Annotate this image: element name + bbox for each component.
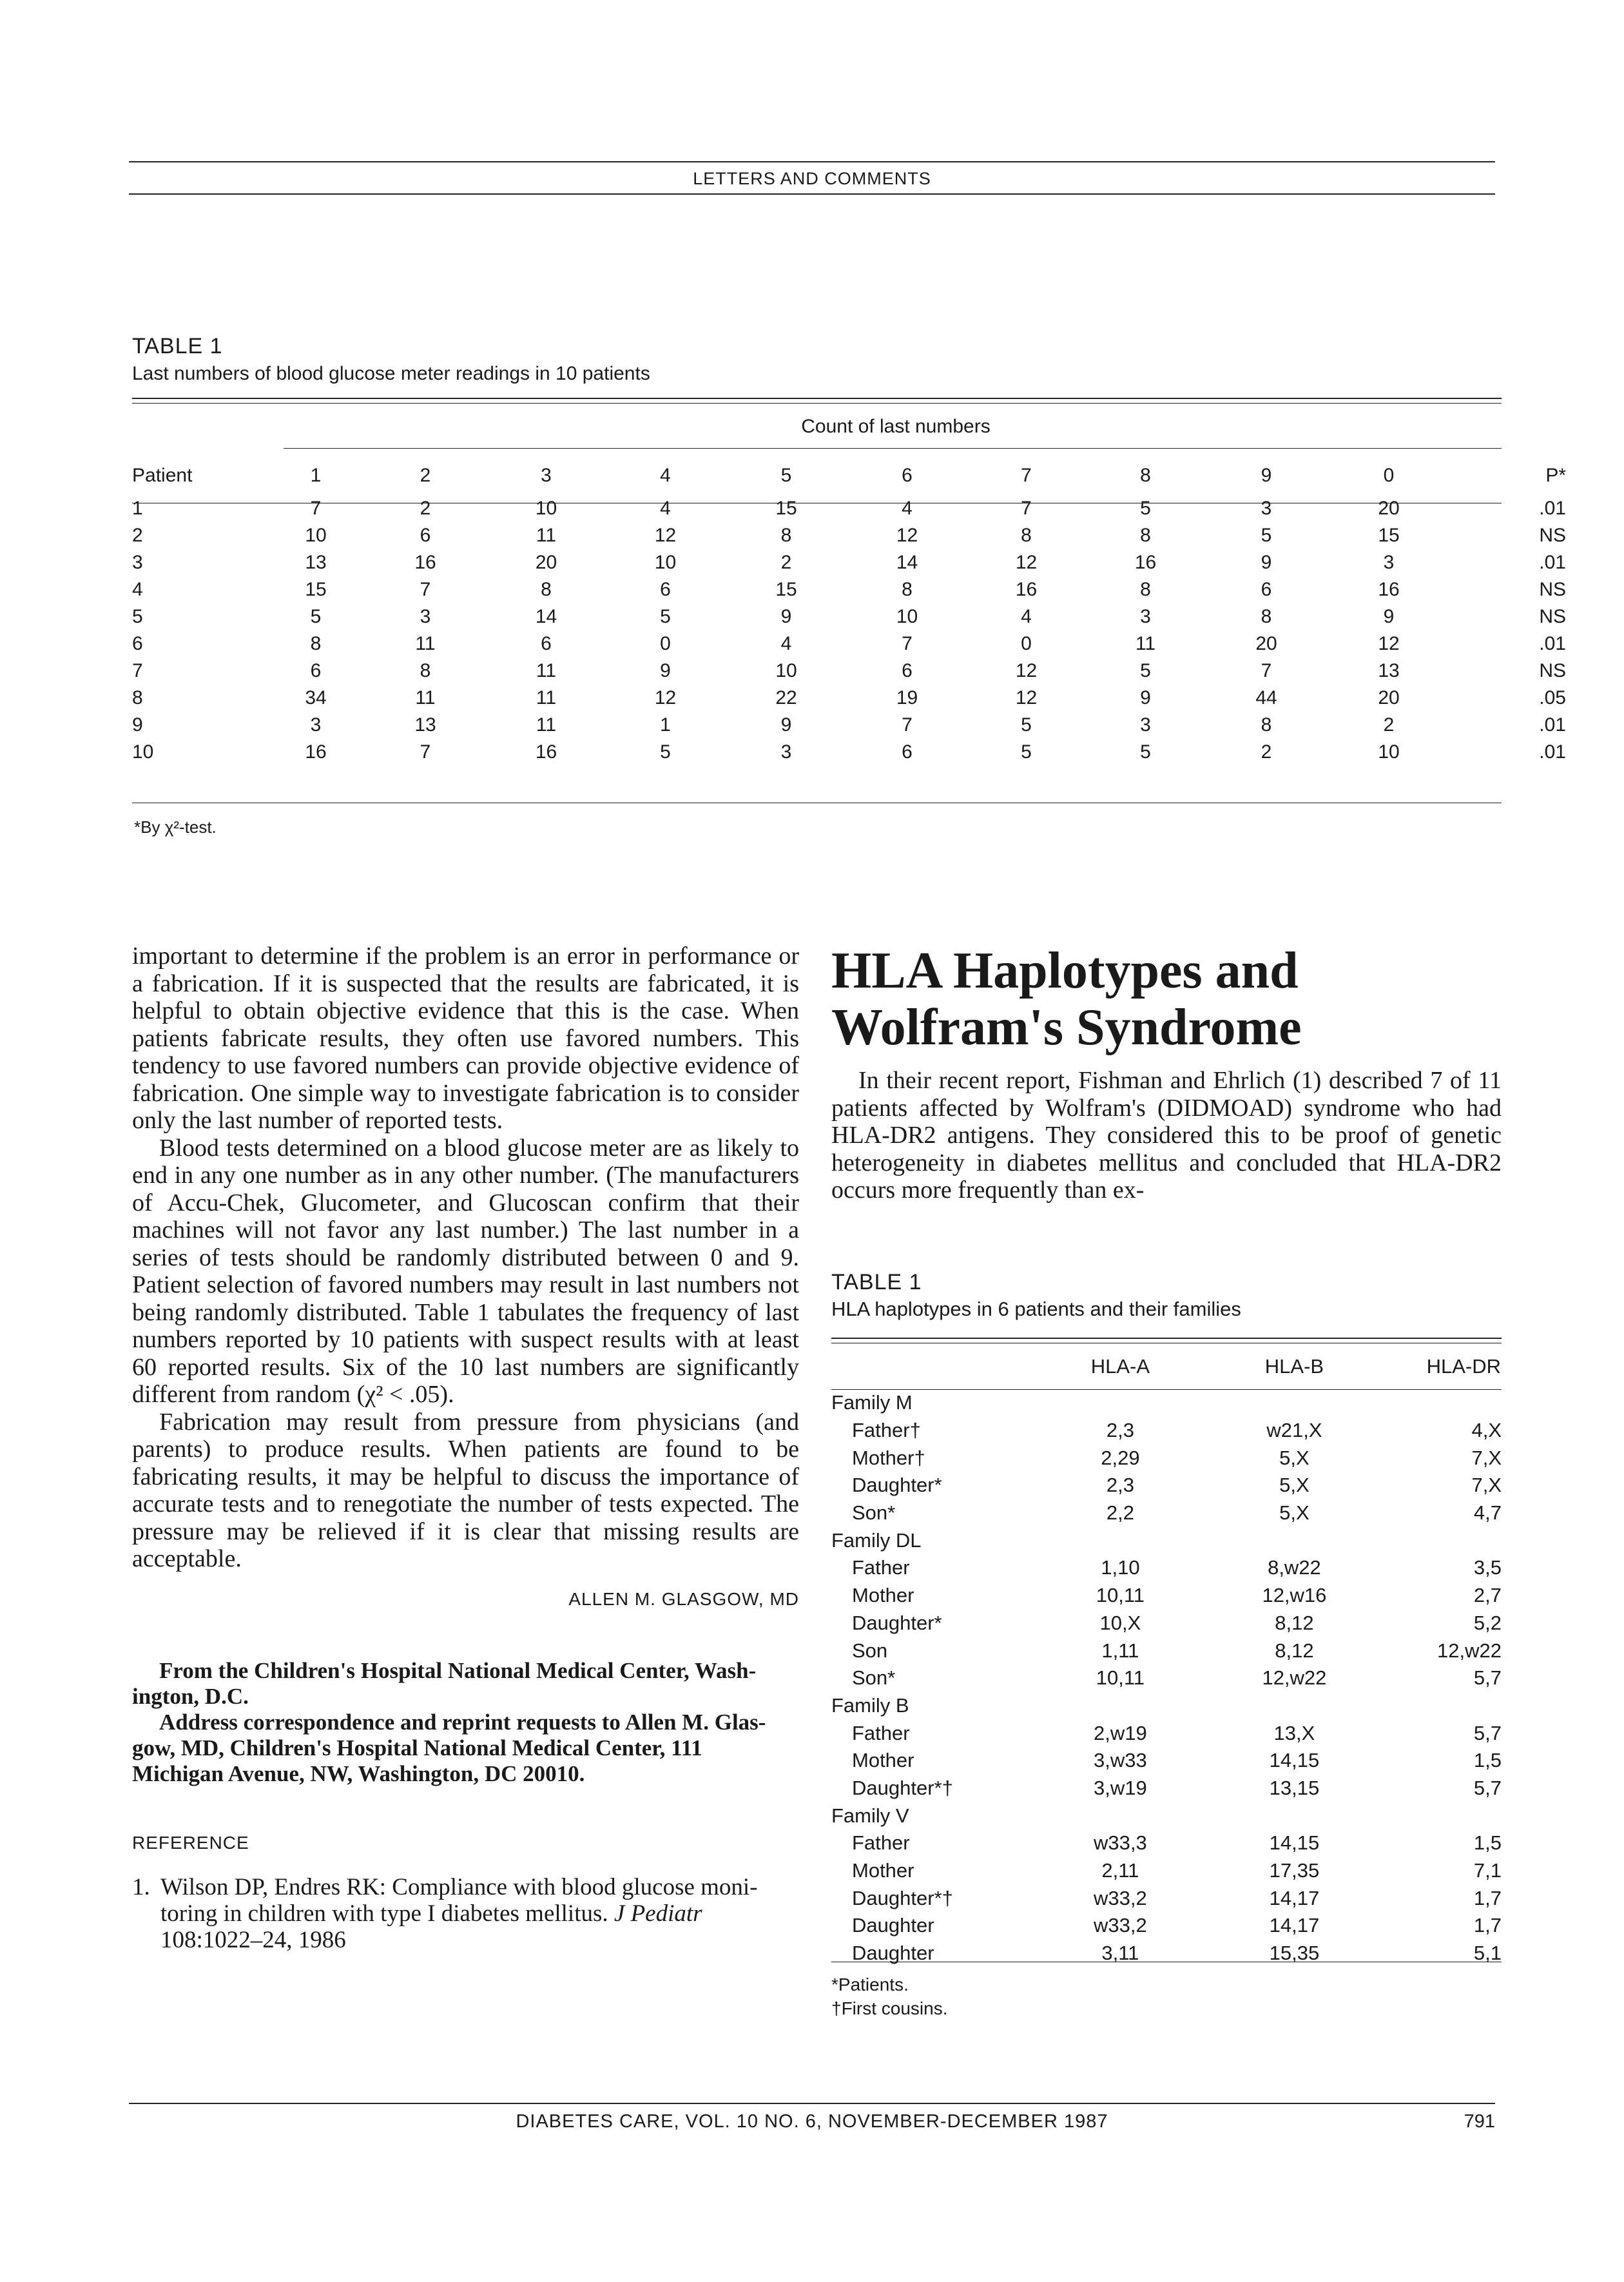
table1-cell: 15 (1378, 525, 1400, 546)
table2 (831, 1344, 1502, 1967)
table1-cell: .01 (1539, 498, 1566, 519)
table1-header-cell: 3 (541, 465, 552, 486)
table2-group-row (831, 1389, 1502, 1417)
table2-row (831, 1775, 1502, 1802)
table1-cell: 3 (1140, 714, 1151, 736)
table2-cell: w33,3 (1094, 1831, 1147, 1855)
table1-cell: 10 (1378, 741, 1400, 763)
table1-cell: 10 (132, 741, 154, 763)
table1-cell: 7 (902, 633, 913, 654)
letter-column (132, 942, 799, 1953)
table1-cell: 11 (536, 687, 557, 708)
letter-affiliation: From the Children's Hospital National Medical Center, Washington, D.C. (132, 1658, 757, 1709)
journal-citation: DIABETES CARE, VOL. 10 NO. 6, NOVEMBER-DECEMBER 1987 (516, 2111, 1108, 2132)
table1-cell: 15 (775, 498, 797, 519)
table2-row-label: Family V (831, 1804, 909, 1827)
table2-row-label: Daughter (852, 1914, 934, 1937)
table1-cell: 16 (1134, 552, 1157, 573)
table2-row (831, 1664, 1502, 1692)
table2-cell: 2,3 (1106, 1474, 1134, 1497)
table1-caption: Last numbers of blood glucose meter readings in 10 patients (132, 363, 650, 384)
table2-cell: 14,15 (1269, 1749, 1320, 1772)
reference-volume: 108:1022–24, 1986 (160, 1926, 346, 1953)
table2-cell: 13,X (1273, 1721, 1315, 1744)
letter-paragraph: Fabrication may result from pressure from physicians (and parents) to produce results. When patients are found to be fabricating results, it may be helpful to discuss the importance of accurate tests and to renegotiate the number of tests expected. The pressure may be relieved if it is clear that missing results are acceptable. (132, 1408, 799, 1572)
table2-cell: 5,X (1279, 1501, 1310, 1525)
table2-row (831, 1499, 1502, 1527)
table2-cell (1039, 1692, 1201, 1720)
table1-cell: 1 (132, 498, 143, 519)
reference-citation: Wilson DP, Endres RK: Compliance with blood glucose monitoring in children with type I diabetes mellitus. (160, 1873, 758, 1927)
table1-cell: 6 (1261, 579, 1272, 600)
table1-cell: 4 (780, 633, 792, 654)
table2-cell: 4,7 (1473, 1501, 1502, 1525)
table2-cell: 1,7 (1473, 1886, 1502, 1909)
table1-cell: 20 (1255, 633, 1277, 654)
table2-cell: 8,12 (1275, 1611, 1314, 1634)
table1-footnote: *By χ²-test. (134, 817, 217, 837)
table1-header-cell: 0 (1383, 465, 1395, 486)
table2-cell: 3,w19 (1094, 1776, 1147, 1799)
article-paragraph: In their recent report, Fishman and Ehrlich (1) described 7 of 11 patients affected by Wolfram's (DIDMOAD) syndrome who had HLA-DR2 antigens. They considered this to be proof of genetic heterogeneity in diabetes mellitus and concluded that HLA-DR2 occurs more frequently than ex- (831, 1067, 1502, 1204)
table1-cell: 8 (1261, 606, 1272, 627)
table1-cell: 4 (132, 579, 143, 600)
table1-cell: 12 (1378, 633, 1400, 654)
table1-cell: 16 (535, 741, 557, 763)
table2-cell: 1,10 (1101, 1556, 1140, 1579)
table2-cell: 5,7 (1473, 1666, 1502, 1690)
table1-cell: 6 (132, 633, 143, 654)
table1-cell: 8 (780, 525, 792, 546)
table2-header-row (831, 1344, 1502, 1389)
table2-cell: 14,17 (1269, 1886, 1320, 1909)
table2-group-row (831, 1802, 1502, 1829)
table1-cell: 2 (780, 552, 792, 573)
table1-cell: 6 (902, 660, 913, 681)
reference-item (132, 1874, 799, 1953)
table2-row (831, 1912, 1502, 1940)
table2-caption: HLA haplotypes in 6 patients and their families (831, 1298, 1241, 1320)
letter-paragraph: important to determine if the problem is an error in performance or a fabrication. If it is suspected that the results are fabricated, it is helpful to obtain objective evidence that this is the case. When patients fabricate results, they often use favored numbers. This tendency to use favored numbers can provide objective evidence of fabrication. One simple way to investigate fabrication is to consider only the last number of reported tests. (132, 942, 799, 1134)
table2-cell (1039, 1802, 1201, 1829)
table1-cell: 5 (1021, 714, 1032, 736)
table1-row (132, 658, 1566, 685)
table1-header-cell: 1 (310, 465, 322, 486)
table1-cell: 12 (654, 525, 677, 546)
table1-cell: 2 (420, 498, 431, 519)
table1-cell: 5 (1021, 741, 1032, 763)
table1-cell: 7 (1021, 498, 1032, 519)
table2-row-label: Family DL (831, 1528, 922, 1552)
table1-cell: 2 (1261, 741, 1272, 763)
table1-cell: 16 (1378, 579, 1400, 600)
table1-cell: 11 (536, 660, 557, 681)
table1-cell: 5 (660, 741, 671, 763)
table1-cell: .01 (1539, 741, 1566, 763)
table1-cell: 7 (902, 714, 913, 736)
table1-cell: 19 (896, 687, 918, 708)
table1-cell: 9 (1383, 606, 1395, 627)
table2-cell (1201, 1692, 1387, 1720)
table1-header-cell: 6 (902, 465, 913, 486)
table2-row-label: Daughter*† (852, 1886, 953, 1909)
table2-group-row (831, 1526, 1502, 1554)
header-rule-bottom (129, 193, 1495, 195)
table2-row (831, 1610, 1502, 1637)
table1-cell: 6 (902, 741, 913, 763)
table2-cell: 12,w22 (1437, 1639, 1502, 1662)
table1-cell: 8 (1261, 714, 1272, 736)
table2-header-cell: HLA-A (1090, 1355, 1150, 1378)
table1-header-cell: 8 (1140, 465, 1151, 486)
table2-row (831, 1554, 1502, 1582)
table1-cell: NS (1539, 660, 1566, 681)
table2-cell: 1,7 (1473, 1914, 1502, 1937)
article-title-line: Wolfram's Syndrome (831, 999, 1302, 1056)
table2-footnote-cousins: †First cousins. (831, 1998, 948, 2018)
table2-row-label: Daughter* (852, 1474, 942, 1497)
table1-row (132, 549, 1566, 576)
table2-row-label: Father† (852, 1419, 921, 1442)
table1-cell: 8 (1140, 525, 1151, 546)
table2-cell: 2,3 (1106, 1419, 1134, 1442)
table1-cell: 12 (1015, 660, 1038, 681)
table2-cell (1387, 1802, 1502, 1829)
table2-label: TABLE 1 (831, 1270, 922, 1294)
table2-row (831, 1940, 1502, 1967)
table1-cell: 4 (1021, 606, 1032, 627)
table2-cell (1387, 1526, 1502, 1554)
table2-cell: 8,12 (1275, 1639, 1314, 1662)
table2-row-label: Daughter (852, 1942, 934, 1965)
table1-cell: 3 (1383, 552, 1395, 573)
table1-cell: 3 (420, 606, 431, 627)
table2-row (831, 1829, 1502, 1857)
table1-header-cell: 7 (1021, 465, 1032, 486)
page-number: 791 (1464, 2111, 1495, 2132)
table1-cell: NS (1539, 579, 1566, 600)
table2-cell: 5,7 (1473, 1776, 1502, 1799)
table2-cell: 2,29 (1101, 1446, 1140, 1469)
table1-row (132, 603, 1566, 630)
table2-row-label: Mother† (852, 1446, 925, 1469)
table1-cell: 7 (310, 498, 322, 519)
table1-cell: 14 (535, 606, 557, 627)
table1-rule-top2 (132, 403, 1502, 404)
table1-cell: .01 (1539, 633, 1566, 654)
table1-cell: 7 (132, 660, 143, 681)
table2-row-label: Mother (852, 1584, 914, 1607)
table1-cell: 3 (132, 552, 143, 573)
table2-cell: 1,11 (1101, 1639, 1139, 1662)
table1-cell: 15 (305, 579, 327, 600)
table1-row (132, 712, 1566, 739)
table1-cell: 20 (1378, 687, 1400, 708)
table1-cell: 3 (1140, 606, 1151, 627)
table2-cell: 1,5 (1473, 1831, 1502, 1855)
table1-cell: 6 (420, 525, 431, 546)
table1-cell: 12 (896, 525, 918, 546)
table1-cell: 8 (132, 687, 143, 708)
table2-cell (1039, 1389, 1201, 1417)
table1-cell: 8 (1140, 579, 1151, 600)
table2-row (831, 1857, 1502, 1885)
table2-row (831, 1884, 1502, 1912)
header-rule-top (129, 161, 1495, 162)
table1-cell: 3 (780, 741, 792, 763)
table1-cell: 9 (1261, 552, 1272, 573)
table2-cell: 10,11 (1096, 1584, 1145, 1607)
table1-header-cell: 2 (420, 465, 431, 486)
footer-rule (129, 2103, 1495, 2104)
table2-row (831, 1582, 1502, 1610)
table2-row-label: Mother (852, 1749, 914, 1772)
table2-cell: 15,35 (1269, 1942, 1320, 1965)
table1-cell: 10 (896, 606, 918, 627)
article-title (831, 942, 1502, 1056)
table2-row-label: Father (852, 1721, 910, 1744)
table2-cell: 14,17 (1269, 1914, 1320, 1937)
table1-cell: 12 (654, 687, 677, 708)
table2-row-label: Family B (831, 1693, 909, 1717)
table1-cell: 13 (305, 552, 327, 573)
table2-cell: 5,X (1279, 1474, 1310, 1497)
table2-cell: w21,X (1266, 1419, 1322, 1442)
table1-cell: .01 (1539, 552, 1566, 573)
table1-header-cell: 4 (660, 465, 671, 486)
table2-cell: 17,35 (1269, 1859, 1320, 1882)
table1-cell: 8 (902, 579, 913, 600)
table2-row-label: Daughter*† (852, 1776, 953, 1799)
table1-cell: 5 (660, 606, 671, 627)
table1-header-cell: Patient (132, 465, 193, 486)
table1-cell: 8 (541, 579, 552, 600)
table1-cell: 2 (132, 525, 143, 546)
table1-header-cell: 9 (1261, 465, 1272, 486)
table1-cell: 13 (414, 714, 436, 736)
table1-cell: 20 (535, 552, 557, 573)
table1-cell: 4 (660, 498, 671, 519)
table1-cell: 10 (305, 525, 327, 546)
table1-label: TABLE 1 (132, 334, 223, 358)
table1-cell: 3 (310, 714, 322, 736)
article-title-line: HLA Haplotypes and (831, 942, 1299, 999)
letter-address: Address correspondence and reprint requests to Allen M. Glasgow, MD, Children's Hospital National Medical Center, 111 Michigan Avenue, NW, Washington, DC 20010. (132, 1710, 766, 1786)
table1-cell: NS (1539, 525, 1566, 546)
table2-header-cell (831, 1344, 1039, 1389)
table1-cell: 5 (1140, 660, 1151, 681)
table2-row (831, 1444, 1502, 1472)
table1-cell: 6 (541, 633, 552, 654)
table1-cell: 5 (1261, 525, 1272, 546)
table1-cell: 9 (1140, 687, 1151, 708)
table1-cell: 12 (1015, 687, 1038, 708)
table2-row-label: Father (852, 1556, 910, 1579)
table1-cell: 10 (654, 552, 677, 573)
table1-cell: 12 (1015, 552, 1038, 573)
table1-cell: 11 (1135, 633, 1156, 654)
table2-cell: 8,w22 (1268, 1556, 1321, 1579)
table1-cell: 16 (1015, 579, 1038, 600)
table2-row-label: Mother (852, 1859, 914, 1882)
table2-cell: 2,7 (1473, 1584, 1502, 1607)
table1-cell: 5 (1140, 498, 1151, 519)
table1-cell: 0 (1021, 633, 1032, 654)
letter-paragraph: Blood tests determined on a blood glucose meter are as likely to end in any one number as in any other number. (The manufacturers of Accu-Chek, Glucometer, and Glucoscan confirm that their machines will not favor any last number.) The last number in a series of tests should be randomly distributed between 0 and 9. Patient selection of favored numbers may result in last numbers not being randomly distributed. Table 1 tabulates the frequency of last numbers reported by 10 patients with suspect results with at least 60 reported results. Six of the 10 last numbers are significantly different from random (χ² < .05). (132, 1134, 799, 1408)
table2-cell (1201, 1802, 1387, 1829)
table1-cell: 11 (415, 633, 436, 654)
table2-header-cell: HLA-B (1264, 1355, 1324, 1378)
table1-cell: 5 (132, 606, 143, 627)
table2-header-cell: HLA-DR (1426, 1355, 1501, 1378)
table1-cell: NS (1539, 606, 1566, 627)
table2-cell: 14,15 (1269, 1831, 1320, 1855)
table1-row (132, 630, 1566, 658)
table2-cell: 2,w19 (1094, 1721, 1147, 1744)
table2-cell: 1,5 (1473, 1749, 1502, 1772)
table1-row (132, 739, 1566, 766)
table2-cell: 12,w22 (1262, 1666, 1327, 1690)
table1-cell: 16 (414, 552, 436, 573)
table2-cell: 7,1 (1473, 1859, 1502, 1882)
table1-header-cell: P* (1545, 465, 1566, 486)
reference-text (160, 1874, 799, 1953)
reference-journal: J Pediatr (614, 1900, 702, 1927)
table1-cell: 4 (902, 498, 913, 519)
table2-cell (1201, 1526, 1387, 1554)
table2-cell: 5,7 (1473, 1721, 1502, 1744)
table2-cell: 7,X (1471, 1474, 1502, 1497)
table1-cell: 6 (310, 660, 322, 681)
table1-cell: 34 (305, 687, 327, 708)
table1-cell: 11 (536, 525, 557, 546)
table1-cell: 0 (660, 633, 671, 654)
table1-cell: 9 (780, 606, 792, 627)
table1-cell: 10 (775, 660, 797, 681)
table2-row-label: Son* (852, 1666, 896, 1690)
table1-cell: 11 (536, 714, 557, 736)
table1-cell: 22 (775, 687, 797, 708)
table2-cell: 2,2 (1106, 1501, 1134, 1525)
table1-cell: .01 (1539, 714, 1566, 736)
table1-cell: 13 (1378, 660, 1400, 681)
table1-cell: 6 (660, 579, 671, 600)
table1-cell: 9 (660, 660, 671, 681)
table2-cell: 10,X (1099, 1611, 1141, 1634)
table2-cell (1039, 1526, 1201, 1554)
table1-row (132, 685, 1566, 712)
table2-row (831, 1472, 1502, 1499)
article-column (831, 1067, 1502, 1204)
table2-row (831, 1417, 1502, 1445)
table2-cell: 5,1 (1473, 1942, 1502, 1965)
table1-spanner-rule (284, 448, 1502, 449)
table1-header-row (132, 456, 1566, 495)
table1-row (132, 576, 1566, 603)
table2-header-rule (831, 1389, 1502, 1390)
table2-cell: 3,5 (1473, 1556, 1502, 1579)
table1-cell: 8 (1021, 525, 1032, 546)
table1-cell: 10 (535, 498, 557, 519)
table2-cell: 7,X (1471, 1446, 1502, 1469)
table1-spanner: Count of last numbers (801, 416, 991, 437)
running-head: LETTERS AND COMMENTS (693, 169, 931, 188)
table2-row-label: Family M (831, 1391, 913, 1414)
table1-row (132, 495, 1566, 522)
table2-cell: 2,11 (1101, 1859, 1139, 1882)
table2-cell (1201, 1389, 1387, 1417)
table2-group-row (831, 1692, 1502, 1720)
reference-heading: REFERENCE (132, 1833, 249, 1853)
table2-cell: 5,X (1279, 1446, 1310, 1469)
table1-header-cell: 5 (780, 465, 792, 486)
table1-cell: 7 (1261, 660, 1272, 681)
table1-cell: 8 (420, 660, 431, 681)
table2-row-label: Son* (852, 1501, 896, 1525)
table2-rule-top (831, 1338, 1502, 1339)
table2-row-label: Daughter* (852, 1611, 942, 1634)
table2-row-label: Son (852, 1639, 888, 1662)
letter-signature: ALLEN M. GLASGOW, MD (568, 1588, 799, 1609)
table1-rule-top (132, 398, 1502, 399)
table1-cell: 1 (660, 714, 671, 736)
table1-cell: 3 (1261, 498, 1272, 519)
table1-cell: 5 (1140, 741, 1151, 763)
table2-row-label: Father (852, 1831, 910, 1855)
table1-row (132, 522, 1566, 549)
table2-cell: 13,15 (1269, 1776, 1320, 1799)
table1-cell: 14 (896, 552, 918, 573)
table1-cell: 16 (305, 741, 327, 763)
table1-cell: 5 (310, 606, 322, 627)
table2-cell: 10,11 (1096, 1666, 1145, 1690)
table2-cell: 4,X (1471, 1419, 1502, 1442)
table2-row (831, 1637, 1502, 1664)
table2-cell: 3,11 (1101, 1942, 1139, 1965)
table2-cell (1387, 1389, 1502, 1417)
table2-cell: w33,2 (1094, 1914, 1147, 1937)
table2-cell (1387, 1692, 1502, 1720)
table1-cell: 15 (775, 579, 797, 600)
reference-number: 1. (132, 1873, 150, 1900)
table2-row (831, 1747, 1502, 1775)
table1-cell: 11 (415, 687, 436, 708)
table1-cell: 20 (1378, 498, 1400, 519)
table2-cell: 12,w16 (1262, 1584, 1327, 1607)
table1-cell: 7 (420, 741, 431, 763)
table2-cell: w33,2 (1094, 1886, 1147, 1909)
table1-cell: 9 (132, 714, 143, 736)
table2-row (831, 1719, 1502, 1747)
table1-cell: 44 (1255, 687, 1277, 708)
table1-cell: 8 (310, 633, 322, 654)
table2-cell: 3,w33 (1094, 1749, 1147, 1772)
table1-cell: 9 (780, 714, 792, 736)
table2-footnote-patients: *Patients. (831, 1975, 909, 1994)
table1-cell: .05 (1539, 687, 1566, 708)
table1-cell: 2 (1383, 714, 1395, 736)
table1-cell: 7 (420, 579, 431, 600)
table2-cell: 5,2 (1473, 1611, 1502, 1634)
